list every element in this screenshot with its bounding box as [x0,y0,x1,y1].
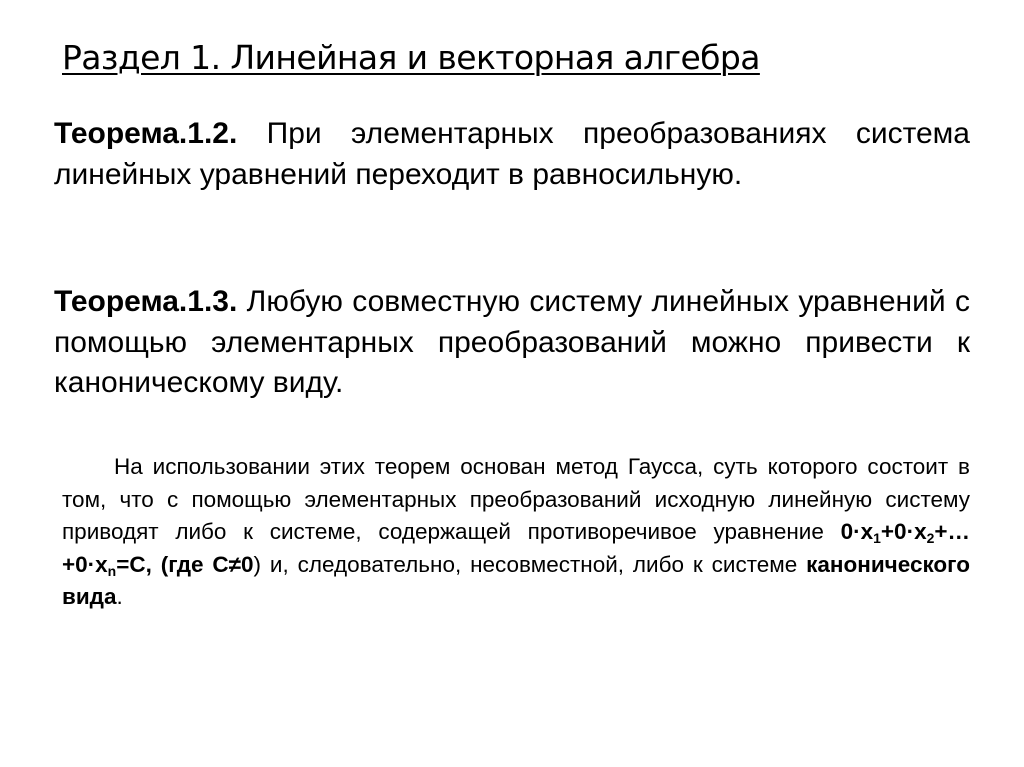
subscript-1: 1 [873,530,881,547]
gauss-middle: ) и, следовательно, несовместной, либо к системе [253,551,807,577]
equation-part-b: +0·x [880,519,927,545]
canonical-form-term: канонического вида [62,551,970,610]
subscript-2: 2 [926,530,935,547]
theorem-1-2 [54,114,970,195]
equation-part-d: =C, (где C≠0 [116,551,254,577]
equation-part-c: +…+0·x [62,519,970,577]
gauss-end: . [116,584,123,610]
gauss-intro: На использовании этих теорем основан метод Гаусса, суть которого состоит в том, что с помощью элементарных преобразований исходную линейную систему приводят либо к системе, содержащей противоречивое уравнение [62,454,970,545]
subscript-n: n [107,562,117,579]
gauss-method-paragraph [62,451,970,614]
theorem-1-3-text: Любую совместную систему линейных уравнений с помощью элементарных преобразований можно привести к каноническому виду. [54,285,970,399]
theorem-1-3-label: Теорема.1.3. [54,285,238,318]
theorem-1-3 [54,282,970,404]
equation-part-a: 0·x [840,519,874,545]
theorem-1-2-label: Теорема.1.2. [54,117,238,150]
slide-title: Раздел 1. Линейная и векторная алгебра [62,38,760,77]
theorem-1-2-text: При элементарных преобразованиях система линейных уравнений переходит в равносильную. [54,117,970,191]
